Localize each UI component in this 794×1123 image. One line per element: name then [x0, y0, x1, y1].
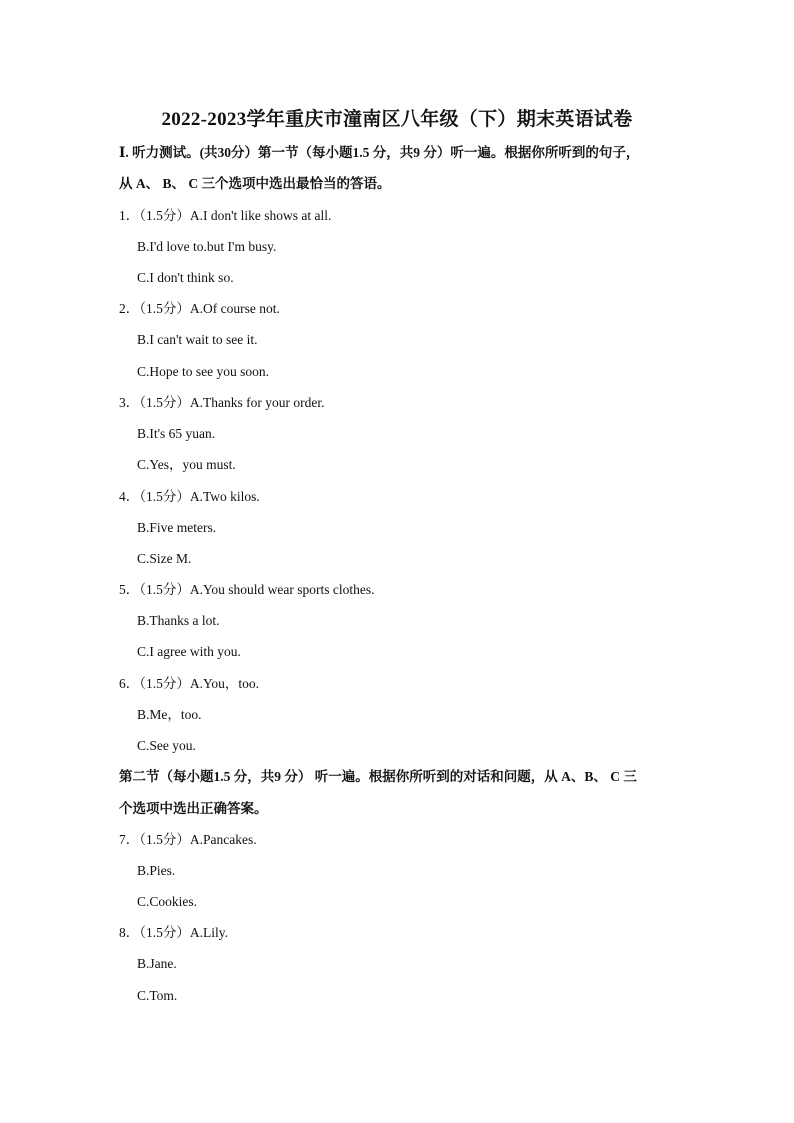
- option-a: A.Lily.: [189, 925, 228, 940]
- page-title: 2022-2023学年重庆市潼南区八年级（下）期末英语试卷: [161, 109, 633, 130]
- option-a: A.Two kilos.: [189, 489, 260, 504]
- section1-instruction-line2: 从 A、 B、 C 三个选项中选出最恰当的答语。: [119, 176, 391, 191]
- option-a: A.You should wear sports clothes.: [189, 582, 375, 597]
- question-2: [119, 300, 280, 318]
- question-label: 1．（1.5分）: [119, 208, 190, 223]
- question-3-option-b: B.It's 65 yuan.: [137, 426, 216, 441]
- section2-instruction-line1: 第二节（每小题1.5 分，共9 分） 听一遍。根据你所听到的对话和问题，从 A、B、 C 三: [119, 769, 637, 784]
- question-label: 6．（1.5分）: [119, 676, 190, 691]
- option-a: A.I don't like shows at all.: [189, 208, 332, 223]
- question-4: [119, 488, 260, 506]
- question-7-option-c: C.Cookies.: [137, 894, 198, 909]
- question-label: 3．（1.5分）: [119, 395, 190, 410]
- question-7: [119, 831, 257, 849]
- question-label: 5．（1.5分）: [119, 582, 190, 597]
- section2-instruction-line2: 个选项中选出正确答案。: [119, 801, 268, 816]
- question-label: 8．（1.5分）: [119, 925, 190, 940]
- question-4-option-c: C.Size M.: [137, 551, 192, 566]
- question-5: [119, 581, 375, 599]
- question-6: [119, 675, 259, 693]
- question-3-option-c: C.Yes，you must.: [137, 457, 236, 472]
- question-4-option-b: B.Five meters.: [137, 520, 217, 535]
- question-5-option-b: B.Thanks a lot.: [137, 613, 220, 628]
- question-7-option-b: B.Pies.: [137, 863, 176, 878]
- question-5-option-c: C.I agree with you.: [137, 644, 241, 659]
- question-6-option-b: B.Me，too.: [137, 707, 202, 722]
- question-2-option-c: C.Hope to see you soon.: [137, 364, 269, 379]
- question-8-option-b: B.Jane.: [137, 956, 177, 971]
- question-label: 7．（1.5分）: [119, 832, 190, 847]
- question-label: 2．（1.5分）: [119, 301, 190, 316]
- option-a: A.You，too.: [189, 676, 260, 691]
- question-8: [119, 924, 228, 942]
- question-label: 4．（1.5分）: [119, 489, 190, 504]
- question-1-option-c: C.I don't think so.: [137, 270, 234, 285]
- question-8-option-c: C.Tom.: [137, 988, 178, 1003]
- question-1: [119, 207, 331, 225]
- question-3: [119, 394, 324, 412]
- question-2-option-b: B.I can't wait to see it.: [137, 332, 258, 347]
- question-1-option-b: B.I'd love to.but I'm busy.: [137, 239, 277, 254]
- option-a: A.Of course not.: [189, 301, 280, 316]
- option-a: A.Pancakes.: [189, 832, 257, 847]
- option-a: A.Thanks for your order.: [189, 395, 325, 410]
- question-6-option-c: C.See you.: [137, 738, 196, 753]
- section1-instruction-line1: Ⅰ. 听力测试。(共30分）第一节（每小题1.5 分，共9 分）听一遍。根据你所听到的句子，: [119, 145, 640, 160]
